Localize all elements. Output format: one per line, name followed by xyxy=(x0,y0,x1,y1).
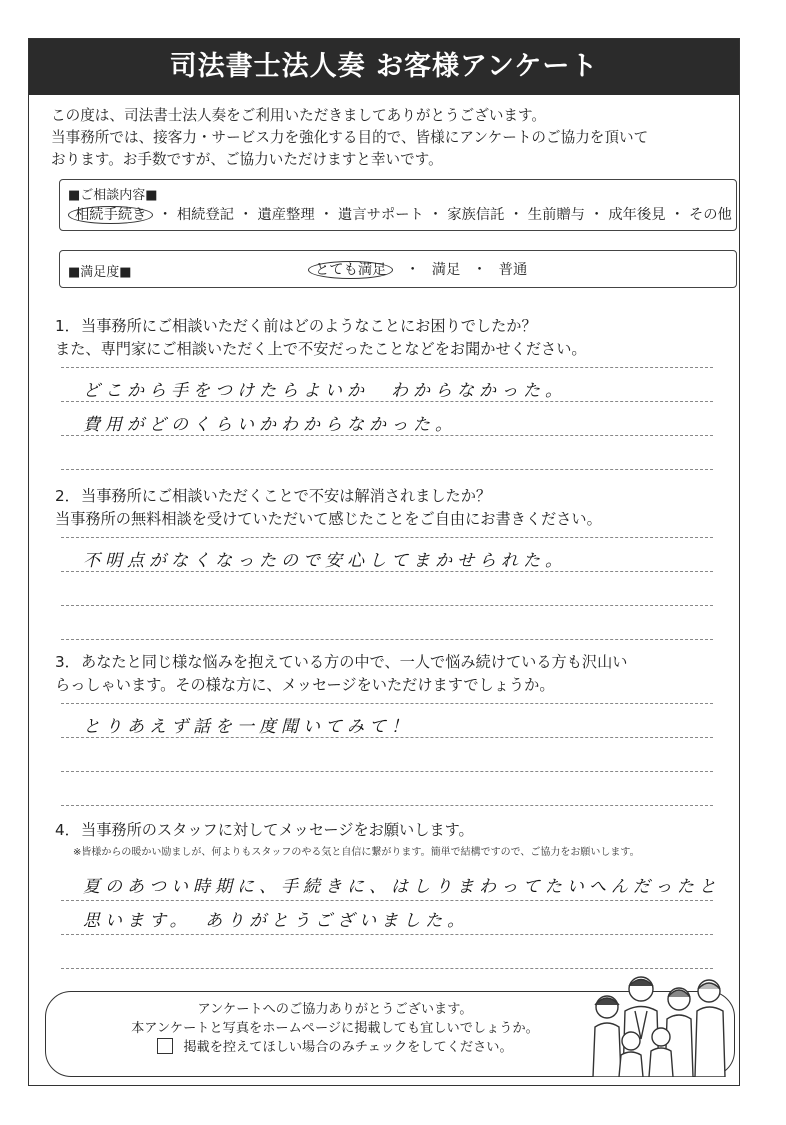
consultation-option-selected[interactable]: 相続手続き xyxy=(68,206,153,224)
question-text: 当事務所の無料相談を受けていただいて感じたことをご自由にお書きください。 xyxy=(55,510,602,528)
answer-area[interactable] xyxy=(61,858,721,974)
consultation-option[interactable]: 遺言サポート xyxy=(338,207,424,223)
consultation-label: ■ご相談内容■ xyxy=(68,188,158,203)
answer-line xyxy=(61,571,713,572)
handwritten-answer: どこから手をつけたらよいか わからなかった。 xyxy=(83,381,567,401)
satisfaction-option[interactable]: 満足 xyxy=(431,262,461,278)
handwritten-answer: とりあえず話を一度聞いてみて！ xyxy=(83,717,413,737)
answer-line xyxy=(61,805,713,806)
handwritten-answer: 思います。 ありがとうございました。 xyxy=(83,911,470,931)
satisfaction-option-selected[interactable]: とても満足 xyxy=(308,261,393,279)
question-text: 当事務所にご相談いただくことで不安は解消されましたか？ xyxy=(81,487,492,505)
footer-line-1: アンケートへのご協力ありがとうございます。 xyxy=(197,1002,473,1017)
handwritten-answer: 夏のあつい時期に、手続きに、はしりまわってたいへんだったと xyxy=(83,877,721,897)
answer-line xyxy=(61,771,713,772)
answer-line xyxy=(61,639,713,640)
answer-line xyxy=(61,537,713,538)
question-note: ※皆様からの暖かい励ましが、何よりもスタッフのやる気と自信に繋がります。簡単で結構ですので、ご協力をお願いします。 xyxy=(73,847,640,858)
satisfaction-label: ■満足度■ xyxy=(68,265,132,280)
consultation-options: 相続手続き ・ 相続登記 ・ 遺産整理 ・ 遺言サポート ・ 家族信託 ・ 生前贈与 ・ 成年後見 ・ その他 xyxy=(68,204,732,224)
answer-line xyxy=(61,367,713,368)
question-2 xyxy=(55,485,725,641)
checkbox-label: 掲載を控えてほしい場合のみチェックをしてください。 xyxy=(183,1040,513,1055)
family-illustration xyxy=(585,969,735,1077)
publish-opt-out-checkbox[interactable] xyxy=(157,1038,173,1054)
question-number: 1． xyxy=(55,317,80,335)
handwritten-answer: 不明点がなくなったので安心してまかせられた。 xyxy=(83,551,567,571)
question-text: あなたと同じ様な悩みを抱えている方の中で、一人で悩み続けている方も沢山い xyxy=(81,653,628,671)
question-1 xyxy=(55,315,725,471)
intro-line-3: おります。お手数ですが、ご協力いただけますと幸いです。 xyxy=(51,151,443,168)
consultation-option[interactable]: その他 xyxy=(688,207,732,223)
person-head-icon xyxy=(622,1032,640,1050)
question-text: らっしゃいます。その様な方に、メッセージをいただけますでしょうか。 xyxy=(55,676,555,694)
consultation-option[interactable]: 生前贈与 xyxy=(527,207,585,223)
intro-text xyxy=(51,105,721,171)
consultation-box xyxy=(59,179,737,231)
answer-line xyxy=(61,703,713,704)
satisfaction-box xyxy=(59,250,737,288)
consultation-option[interactable]: 成年後見 xyxy=(608,207,666,223)
person-head-icon xyxy=(652,1028,670,1046)
question-number: 4． xyxy=(55,821,80,839)
answer-line xyxy=(61,435,713,436)
answer-area[interactable] xyxy=(61,531,713,641)
answer-line xyxy=(61,737,713,738)
question-text: 当事務所にご相談いただく前はどのようなことにお困りでしたか？ xyxy=(81,317,537,335)
answer-area[interactable] xyxy=(61,697,713,807)
question-number: 2． xyxy=(55,487,80,505)
answer-line xyxy=(61,900,713,901)
answer-line xyxy=(61,469,713,470)
handwritten-answer: 費用がどのくらいかわからなかった。 xyxy=(83,415,457,435)
answer-line xyxy=(61,605,713,606)
consultation-option[interactable]: 相続登記 xyxy=(176,207,235,223)
answer-line xyxy=(61,934,713,935)
answer-area[interactable] xyxy=(61,361,713,471)
consultation-option[interactable]: 遺産整理 xyxy=(257,207,315,223)
intro-line-1: この度は、司法書士法人奏をご利用いただきましてありがとうございます。 xyxy=(51,107,547,124)
answer-line xyxy=(61,401,713,402)
question-4 xyxy=(55,819,725,974)
survey-sheet xyxy=(28,38,740,1086)
consultation-option[interactable]: 家族信託 xyxy=(447,207,505,223)
footer-text xyxy=(120,1000,550,1057)
survey-title: 司法書士法人奏 お客様アンケート xyxy=(29,39,739,95)
question-text: また、専門家にご相談いただく上で不安だったことなどをお聞かせください。 xyxy=(55,340,587,358)
question-number: 3． xyxy=(55,653,80,671)
question-text: 当事務所のスタッフに対してメッセージをお願いします。 xyxy=(81,821,474,839)
intro-line-2: 当事務所では、接客力・サービス力を強化する目的で、皆様にアンケートのご協力を頂いて xyxy=(51,129,649,146)
satisfaction-options: とても満足 ・ 満足 ・ 普通 xyxy=(308,259,527,279)
question-3 xyxy=(55,651,725,807)
footer-line-2: 本アンケートと写真をホームページに掲載しても宜しいでしょうか。 xyxy=(131,1021,539,1036)
satisfaction-option[interactable]: 普通 xyxy=(498,262,528,278)
